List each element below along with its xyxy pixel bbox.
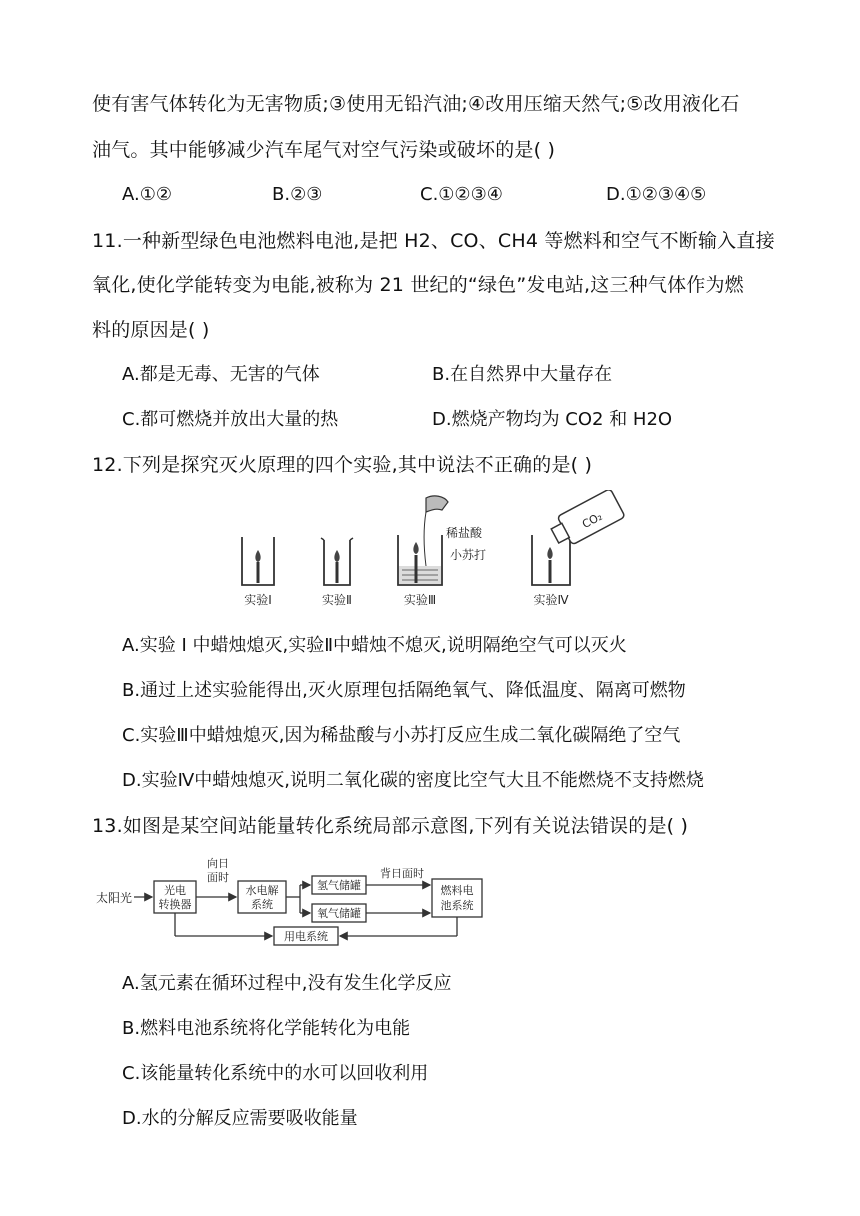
candle-flame-icon <box>547 547 552 559</box>
q12-experiment-figure <box>220 490 640 615</box>
beaker-4 <box>532 490 625 585</box>
label-exp-1: 实验Ⅰ <box>244 593 272 607</box>
q11-option-b: B.在自然界中大量存在 <box>432 364 613 385</box>
converter-line-2: 转换器 <box>158 898 192 911</box>
q11-option-d: D.燃烧产物均为 CO2 和 H2O <box>432 409 673 430</box>
q10-line-1: 使有害气体转化为无害物质;③使用无铅汽油;④改用压缩天然气;⑤改用液化石 <box>92 93 740 115</box>
q11-line-1: 11.一种新型绿色电池燃料电池,是把 H2、CO、CH4 等燃料和空气不断输入直接 <box>92 230 775 252</box>
electrolysis-line-2: 系统 <box>251 898 273 911</box>
hydrogen-tank-label: 氢气储罐 <box>317 879 361 892</box>
candle-flame-icon <box>334 550 339 562</box>
fuel-cell-line-2: 池系统 <box>440 899 474 912</box>
q13-option-a: A.氢元素在循环过程中,没有发生化学反应 <box>122 973 452 994</box>
fuel-cell-line-1: 燃料电 <box>440 884 474 897</box>
q12-option-c: C.实验Ⅲ中蜡烛熄灭,因为稀盐酸与小苏打反应生成二氧化碳隔绝了空气 <box>122 725 681 746</box>
q11-line-3: 料的原因是( ) <box>92 319 210 341</box>
electrolysis-line-1: 水电解 <box>245 884 279 897</box>
label-acid: 稀盐酸 <box>446 526 483 540</box>
q10-line-2: 油气。其中能够减少汽车尾气对空气污染或破坏的是( ) <box>92 139 556 161</box>
q12-option-a: A.实验 I 中蜡烛熄灭,实验Ⅱ中蜡烛不熄灭,说明隔绝空气可以灭火 <box>122 635 627 656</box>
candle-flame-icon <box>255 550 260 562</box>
q10-option-d: D.①②③④⑤ <box>606 184 707 205</box>
candle-flame-icon <box>413 542 418 554</box>
q11-line-2: 氧化,使化学能转变为电能,被称为 21 世纪的“绿色”发电站,这三种气体作为燃 <box>92 274 744 296</box>
q10-option-b: B.②③ <box>272 184 323 205</box>
q13-option-d: D.水的分解反应需要吸收能量 <box>122 1108 358 1129</box>
q13-option-c: C.该能量转化系统中的水可以回收利用 <box>122 1063 429 1084</box>
label-soda: 小苏打 <box>450 548 487 562</box>
label-exp-2: 实验Ⅱ <box>322 593 352 607</box>
q11-option-a: A.都是无毒、无害的气体 <box>122 364 320 385</box>
q10-option-a: A.①② <box>122 184 172 205</box>
q12-stem: 12.下列是探究灭火原理的四个实验,其中说法不正确的是( ) <box>92 454 593 476</box>
beaker-1 <box>242 537 274 585</box>
label-exp-3: 实验Ⅲ <box>403 593 437 607</box>
q13-energy-diagram <box>94 855 494 951</box>
beaker-2 <box>321 538 353 585</box>
q10-option-c: C.①②③④ <box>420 184 503 205</box>
beaker-3 <box>398 496 448 585</box>
power-system-label: 用电系统 <box>284 930 328 943</box>
q11-option-c: C.都可燃烧并放出大量的热 <box>122 409 339 430</box>
q12-option-b: B.通过上述实验能得出,灭火原理包括隔绝氧气、降低温度、隔离可燃物 <box>122 680 686 701</box>
converter-line-1: 光电 <box>164 884 186 897</box>
label-co2: CO₂ <box>580 509 605 532</box>
back-sun-label: 背日面时 <box>380 867 424 880</box>
oxygen-tank-label: 氧气储罐 <box>317 907 361 920</box>
facing-sun-line-2: 面时 <box>207 871 229 884</box>
q12-option-d: D.实验Ⅳ中蜡烛熄灭,说明二氧化碳的密度比空气大且不能燃烧不支持燃烧 <box>122 770 704 791</box>
label-exp-4: 实验Ⅳ <box>533 593 569 607</box>
pouring-test-tube-icon <box>426 496 448 512</box>
facing-sun-line-1: 向日 <box>207 857 229 870</box>
q13-stem: 13.如图是某空间站能量转化系统局部示意图,下列有关说法错误的是( ) <box>92 815 689 837</box>
label-sunlight: 太阳光 <box>96 891 133 905</box>
q13-option-b: B.燃料电池系统将化学能转化为电能 <box>122 1018 411 1039</box>
